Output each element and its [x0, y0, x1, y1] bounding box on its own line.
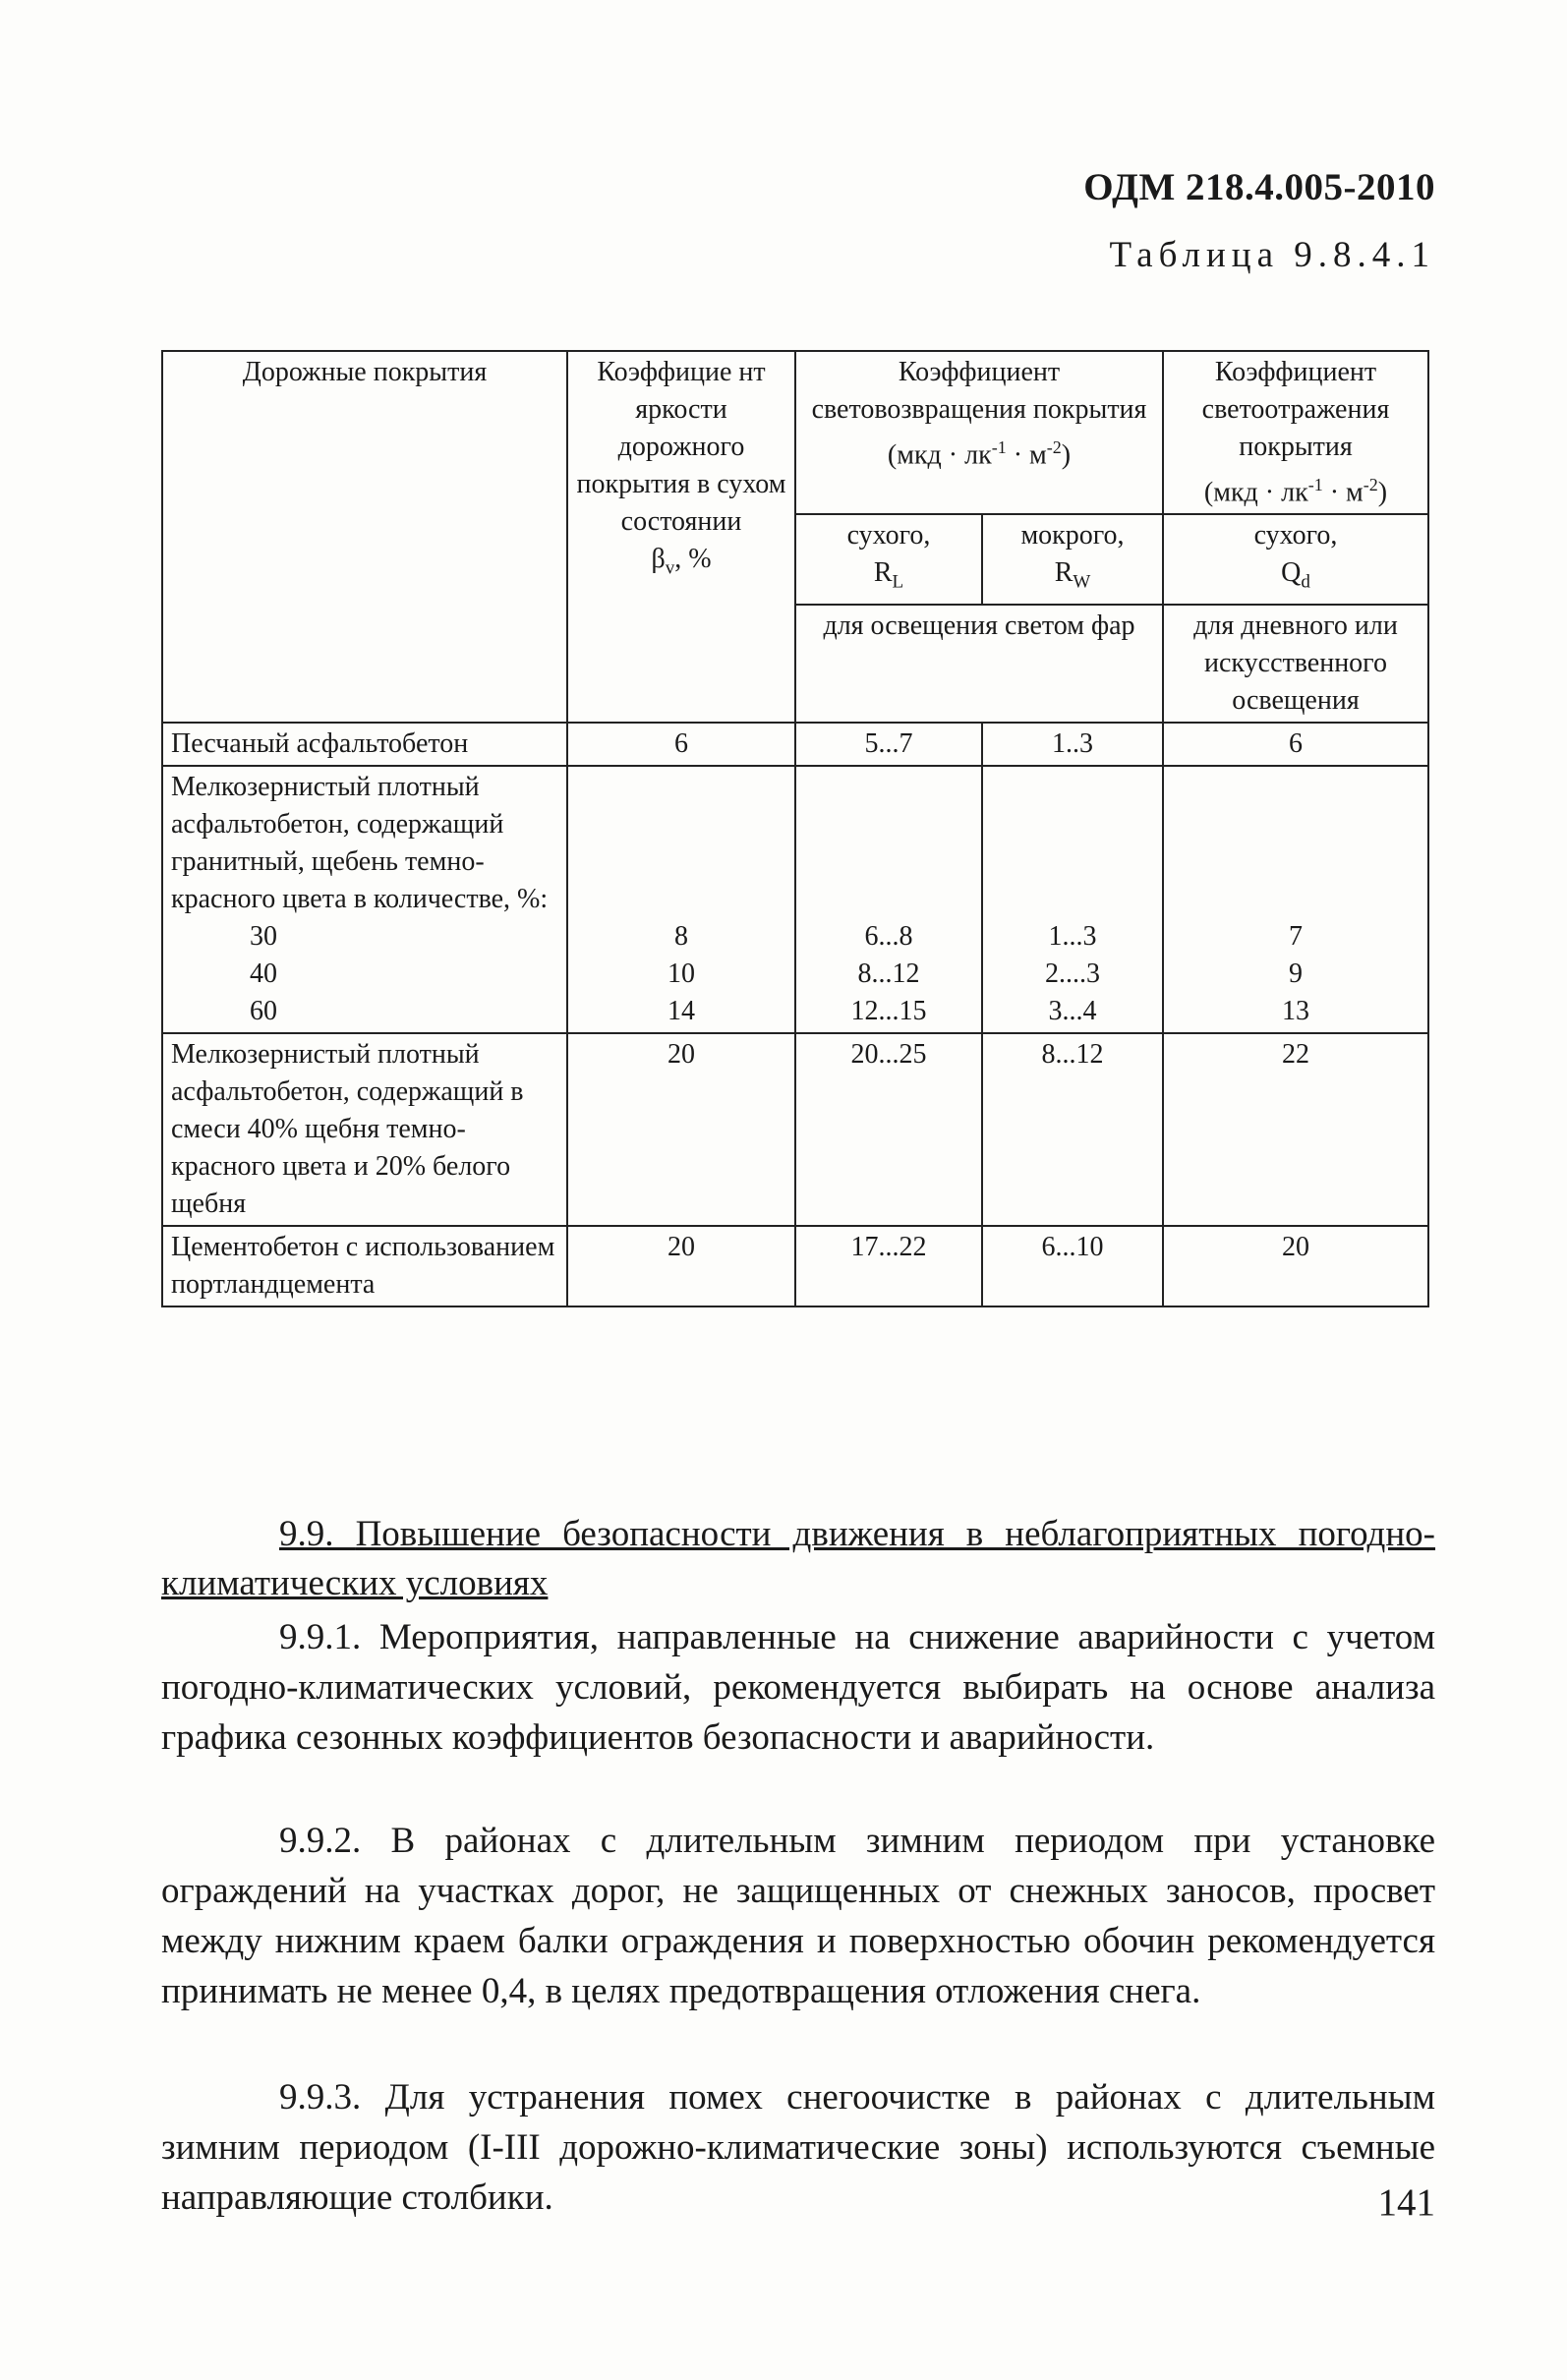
header-daylight: для дневного или искусственного освещения [1163, 605, 1428, 723]
row-name: Мелкозернистый плотный асфальтобетон, содержащий гранитный, щебень темно-красного цвета в количестве, %: 30 40 60 [162, 766, 567, 1033]
cell-rl: 20...25 [795, 1033, 982, 1226]
table-row-mix [162, 1033, 1428, 1226]
header-dry-qd: сухого, $Q_d$ [1163, 514, 1428, 605]
header-wet-rw: мокрого, $R_W$ [982, 514, 1163, 605]
page-number: 141 [1377, 2181, 1435, 2224]
section-heading: 9.9. Повышение безопасности движения в неблагоприятных погодно-климатических условиях [161, 1514, 1436, 1603]
header-brightness: Коэффицие нт яркости дорожного покрытия в сухом состоянии $\beta_v$, % [567, 351, 795, 723]
cell-bv: 20 [567, 1226, 795, 1306]
row-name: Цементобетон с использованием портландцемента [162, 1226, 567, 1306]
cell-qd: 7 9 13 [1163, 766, 1428, 1033]
paragraph-9-9-3: 9.9.3. Для устранения помех снегоочистке в районах с длительным зимним периодом (I-III дорожно-климатические зоны) используются съемные направляющие столбики. [161, 2077, 1435, 2218]
table-label: Таблица 9.8.4.1 [1109, 235, 1435, 275]
cell-qd: 6 [1163, 723, 1428, 766]
header-retroreflection: Коэффициент световозвращения покрытия $(мкд \cdot лк^{-1} \cdot м^{-2})$ [795, 351, 1163, 514]
row-name: Песчаный асфальтобетон [162, 723, 567, 766]
cell-bv: 20 [567, 1033, 795, 1226]
header-row-1 [162, 351, 1428, 514]
cell-rw: 6...10 [982, 1226, 1163, 1306]
header-dry-rl: сухого, $R_L$ [795, 514, 982, 605]
cell-rw: 8...12 [982, 1033, 1163, 1226]
row-name: Мелкозернистый плотный асфальтобетон, содержащий в смеси 40% щебня темно-красного цвета и 20% белого щебня [162, 1033, 567, 1226]
table-row-sand [162, 723, 1428, 766]
cell-rl: 17...22 [795, 1226, 982, 1306]
beta-symbol: β [651, 544, 666, 574]
header-reflection: Коэффициент светоотражения покрытия $(мкд \cdot лк^{-1} \cdot м^{-2})$ [1163, 351, 1428, 514]
cell-rl: 5...7 [795, 723, 982, 766]
cell-bv: 8 10 14 [567, 766, 795, 1033]
header-pavement: Дорожные покрытия [162, 351, 567, 723]
header-headlights: для освещения светом фар [795, 605, 1163, 723]
cell-rw: 1...3 2....3 3...4 [982, 766, 1163, 1033]
coefficients-table [161, 350, 1429, 1307]
document-code: ОДМ 218.4.005-2010 [1083, 166, 1435, 208]
table-row-cement [162, 1226, 1428, 1306]
paragraph-9-9-1: 9.9.1. Мероприятия, направленные на снижение аварийности с учетом погодно-климатических условий, рекомендуется выбирать на основе анализа графика сезонных коэффициентов безопасности и аварийности. [161, 1617, 1435, 1758]
table-row-granite [162, 766, 1428, 1033]
paragraph-9-9-2: 9.9.2. В районах с длительным зимним периодом при установке ограждений на участках дорог, не защищенных от снежных заносов, просвет между нижним краем балки ограждения и поверхностью обочин рекомендуется принимать не менее 0,4, в целях предотвращения отложения снега. [161, 1821, 1435, 2011]
cell-rw: 1..3 [982, 723, 1163, 766]
cell-rl: 6...8 8...12 12...15 [795, 766, 982, 1033]
cell-qd: 20 [1163, 1226, 1428, 1306]
cell-bv: 6 [567, 723, 795, 766]
cell-qd: 22 [1163, 1033, 1428, 1226]
